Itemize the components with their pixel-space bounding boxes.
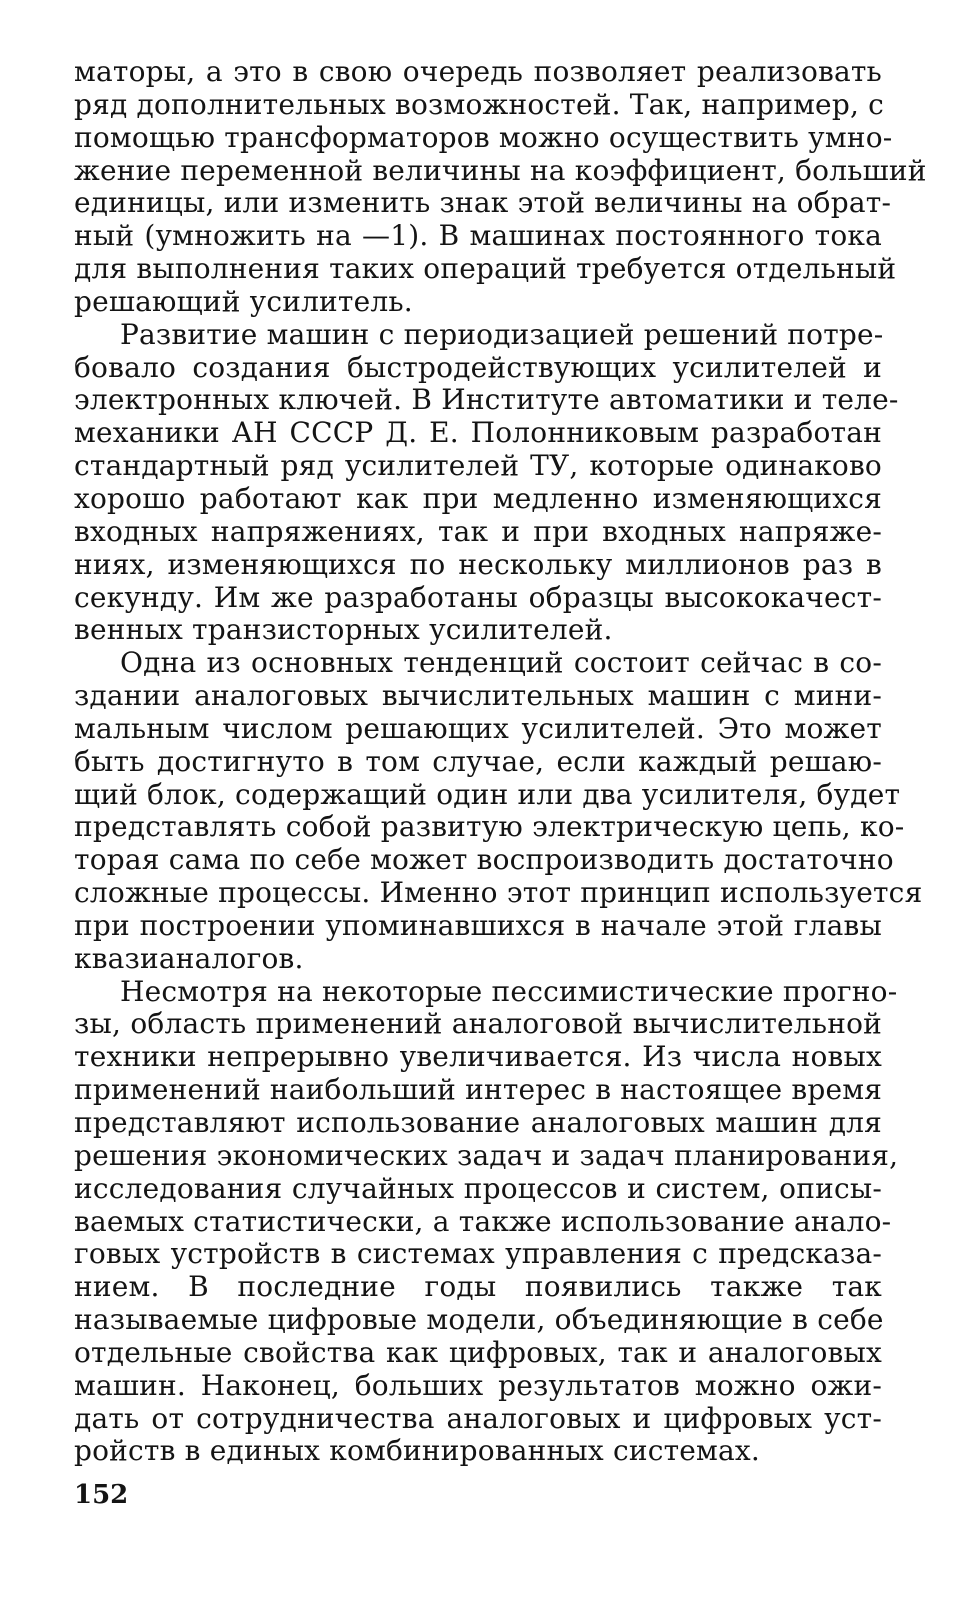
text-line: быть достигнуто в том случае, если каждый решаю-: [74, 744, 882, 778]
text-line: при построении упоминавшихся в начале этой главы: [74, 908, 882, 942]
text-line: решения экономических задач и задач планирования,: [74, 1138, 899, 1172]
text-line: секунду. Им же разработаны образцы высококачест-: [74, 580, 882, 614]
text-line: щий блок, содержащий один или два усилителя, будет: [74, 777, 901, 811]
text-line: дать от сотрудничества аналоговых и цифровых уст-: [74, 1401, 882, 1435]
text-line: машин. Наконец, больших результатов можно ожи-: [74, 1368, 882, 1402]
text-line: представлять собой развитую электрическую цепь, ко-: [74, 810, 905, 844]
paragraph: [74, 55, 927, 319]
text-line: венных транзисторных усилителей.: [74, 613, 613, 647]
text-line: входных напряжениях, так и при входных напряже-: [74, 514, 882, 548]
text-line: торая сама по себе может воспроизводить достаточно: [74, 843, 894, 877]
text-line: отдельные свойства как цифровых, так и аналоговых: [74, 1335, 882, 1369]
text-line: ряд дополнительных возможностей. Так, например, с: [74, 87, 885, 121]
page-number: 152: [74, 1480, 129, 1510]
text-line: жение переменной величины на коэффициент, больший: [74, 153, 927, 187]
text-line: механики АН СССР Д. Е. Полонниковым разработан: [74, 416, 882, 450]
paragraph: [74, 317, 899, 647]
text-line: здании аналоговых вычислительных машин с мини-: [74, 679, 882, 713]
text-line: единицы, или изменить знак этой величины на обрат-: [74, 186, 892, 220]
text-line: маторы, а это в свою очередь позволяет реализовать: [74, 55, 882, 88]
text-line: говых устройств в системах управления с предсказа-: [74, 1237, 882, 1271]
text-line: Одна из основных тенденций состоит сейчас в со-: [120, 646, 882, 680]
text-line: ный (умножить на —1). В машинах постоянного тока: [74, 219, 882, 253]
text-line: помощью трансформаторов можно осуществить умно-: [74, 120, 893, 154]
text-line: нием. В последние годы появились также так: [74, 1270, 882, 1304]
text-line: мальным числом решающих усилителей. Это может: [74, 711, 882, 745]
text-line: решающий усилитель.: [74, 284, 413, 318]
text-line: бовало создания быстродействующих усилителей и: [74, 350, 882, 384]
text-line: стандартный ряд усилителей ТУ, которые одинаково: [74, 449, 882, 483]
text-line: исследования случайных процессов и систем, описы-: [74, 1171, 882, 1205]
text-line: ниях, изменяющихся по нескольку миллионов раз в: [74, 547, 882, 581]
text-line: применений наибольший интерес в настоящее время: [74, 1073, 883, 1107]
text-line: ройств в единых комбинированных системах.: [74, 1434, 761, 1468]
text-line: сложные процессы. Именно этот принцип используется: [74, 876, 923, 910]
text-line: ваемых статистически, а также использование анало-: [74, 1204, 892, 1238]
text-line: представляют использование аналоговых машин для: [74, 1106, 882, 1139]
text-line: называемые цифровые модели, объединяющие в себе: [74, 1303, 884, 1337]
text-line: хорошо работают как при медленно изменяющихся: [74, 481, 882, 515]
text-line: Несмотря на некоторые пессимистические прогно-: [120, 974, 898, 1008]
paragraph: [74, 646, 923, 975]
text-line: квазианалогов.: [74, 941, 304, 975]
text-line: техники непрерывно увеличивается. Из числа новых: [74, 1040, 882, 1074]
text-line: для выполнения таких операций требуется отдельный: [74, 252, 897, 286]
paragraph: [74, 974, 899, 1469]
text-line: Развитие машин с периодизацией решений потре-: [120, 317, 884, 351]
page-body: [74, 55, 927, 1468]
text-line: зы, область применений аналоговой вычислительной: [74, 1007, 882, 1041]
text-line: электронных ключей. В Институте автоматики и теле-: [74, 383, 899, 417]
